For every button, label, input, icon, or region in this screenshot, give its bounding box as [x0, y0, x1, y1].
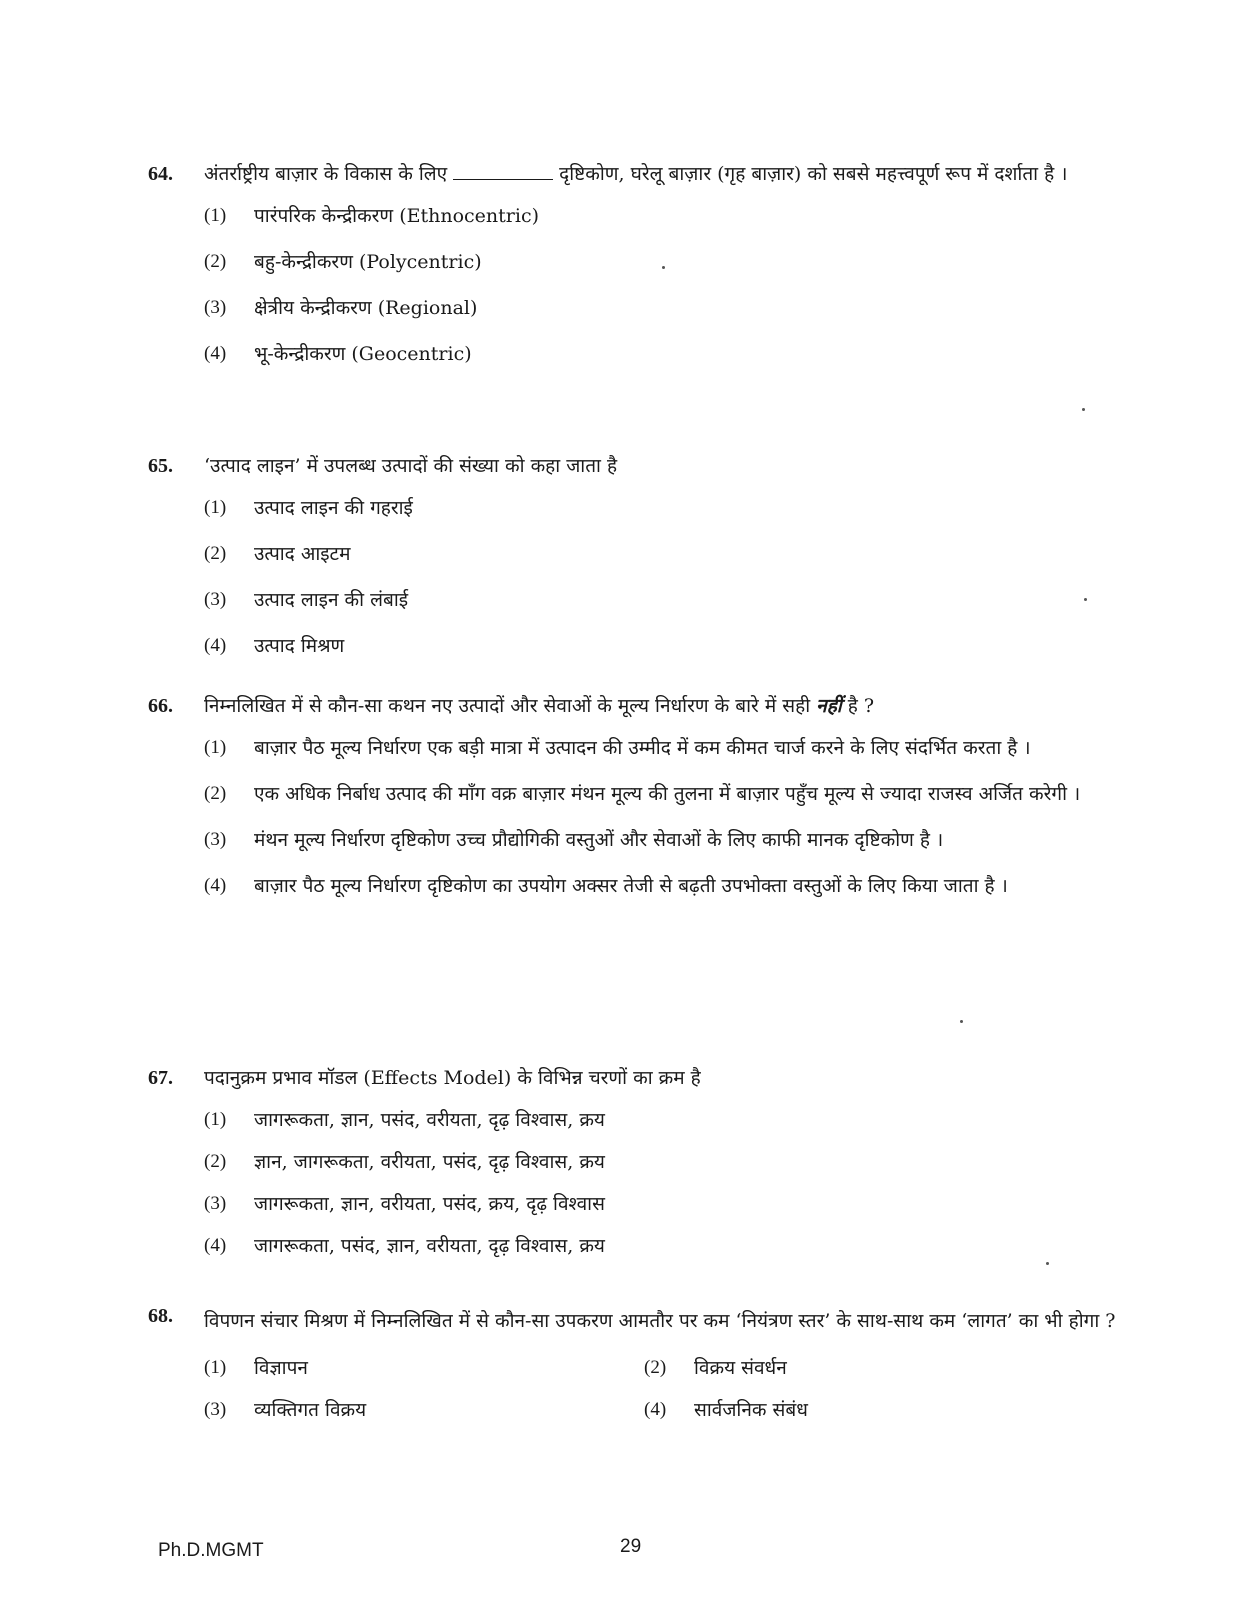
- option: (1) विज्ञापन: [204, 1357, 308, 1379]
- option: (2) विक्रय संवर्धन: [644, 1357, 787, 1379]
- scan-speck: [960, 1020, 963, 1023]
- question-number: 68.: [148, 1305, 173, 1327]
- scan-speck: [1084, 598, 1087, 601]
- question-number: 66.: [148, 695, 173, 717]
- option: (3) व्यक्तिगत विक्रय: [204, 1399, 367, 1421]
- option: (2) उत्पाद आइटम: [204, 543, 351, 565]
- option: (4) भू-केन्द्रीकरण (Geocentric): [204, 343, 472, 365]
- option: (4) बाज़ार पैठ मूल्य निर्धारण दृष्टिकोण का उपयोग अक्सर तेजी से बढ़ती उपभोक्ता वस्तुओं के लिए किया जाता है ।: [204, 875, 1008, 897]
- question-number: 67.: [148, 1067, 173, 1089]
- option: (4) सार्वजनिक संबंध: [644, 1399, 808, 1421]
- option: (1) उत्पाद लाइन की गहराई: [204, 497, 413, 519]
- question-text: ‘उत्पाद लाइन’ में उपलब्ध उत्पादों की संख्या को कहा जाता है: [204, 455, 618, 477]
- question-text: अंतर्राष्ट्रीय बाज़ार के विकास के लिए दृष्टिकोण, घरेलू बाज़ार (गृह बाज़ार) को सबसे महत्त्वपूर्ण रूप में दर्शाता है ।: [204, 158, 1118, 190]
- exam-code: Ph.D.MGMT: [158, 1540, 264, 1561]
- options-list: [204, 200, 1118, 370]
- option: (2) ज्ञान, जागरूकता, वरीयता, पसंद, दृढ़ विश्वास, क्रय: [204, 1151, 605, 1173]
- question-66: [148, 690, 1118, 916]
- option: (3) मंथन मूल्य निर्धारण दृष्टिकोण उच्च प्रौद्योगिकी वस्तुओं और सेवाओं के लिए काफी मानक दृष्टिकोण है ।: [204, 829, 944, 851]
- fill-in-blank: [453, 159, 553, 180]
- options-grid: [204, 1352, 1118, 1436]
- page-number: 29: [620, 1536, 642, 1557]
- question-text: विपणन संचार मिश्रण में निम्नलिखित में से कौन-सा उपकरण आमतौर पर कम ‘नियंत्रण स्तर’ के साथ-साथ कम ‘लागत’ का भी होगा ?: [204, 1310, 1116, 1332]
- option: (3) जागरूकता, ज्ञान, वरीयता, पसंद, क्रय, दृढ़ विश्वास: [204, 1193, 605, 1215]
- scan-speck: [1046, 1262, 1049, 1265]
- option: (3) क्षेत्रीय केन्द्रीकरण (Regional): [204, 297, 478, 319]
- question-67: [148, 1062, 1118, 1272]
- negation-emphasis: नहीं: [816, 695, 842, 717]
- question-text: निम्नलिखित में से कौन-सा कथन नए उत्पादों और सेवाओं के मूल्य निर्धारण के बारे में सही नहीं है ?: [204, 695, 875, 717]
- option: (2) एक अधिक निर्बाध उत्पाद की माँग वक्र बाज़ार मंथन मूल्य की तुलना में बाज़ार पहुँच मूल्य से ज्यादा राजस्व अर्जित करेगी ।: [204, 783, 1081, 805]
- question-text: पदानुक्रम प्रभाव मॉडल (Effects Model) के विभिन्न चरणों का क्रम है: [204, 1067, 701, 1089]
- options-list: [204, 492, 1118, 662]
- option: (3) उत्पाद लाइन की लंबाई: [204, 589, 409, 611]
- option: (4) जागरूकता, पसंद, ज्ञान, वरीयता, दृढ़ विश्वास, क्रय: [204, 1235, 605, 1257]
- question-68: [148, 1300, 1118, 1436]
- options-list: [204, 732, 1118, 902]
- scan-speck: [1082, 408, 1085, 411]
- option: (1) पारंपरिक केन्द्रीकरण (Ethnocentric): [204, 205, 540, 227]
- option: (4) उत्पाद मिश्रण: [204, 635, 345, 657]
- question-number: 64.: [148, 163, 173, 185]
- option: (2) बहु-केन्द्रीकरण (Polycentric): [204, 251, 482, 273]
- question-number: 65.: [148, 455, 173, 477]
- scan-speck: [662, 266, 665, 269]
- question-64: [148, 158, 1118, 384]
- option: (1) बाज़ार पैठ मूल्य निर्धारण एक बड़ी मात्रा में उत्पादन की उम्मीद में कम कीमत चार्ज करने के लिए संदर्भित करता है ।: [204, 737, 1031, 759]
- option: (1) जागरूकता, ज्ञान, पसंद, वरीयता, दृढ़ विश्वास, क्रय: [204, 1109, 605, 1131]
- options-list: [204, 1104, 1118, 1262]
- question-65: [148, 450, 1118, 676]
